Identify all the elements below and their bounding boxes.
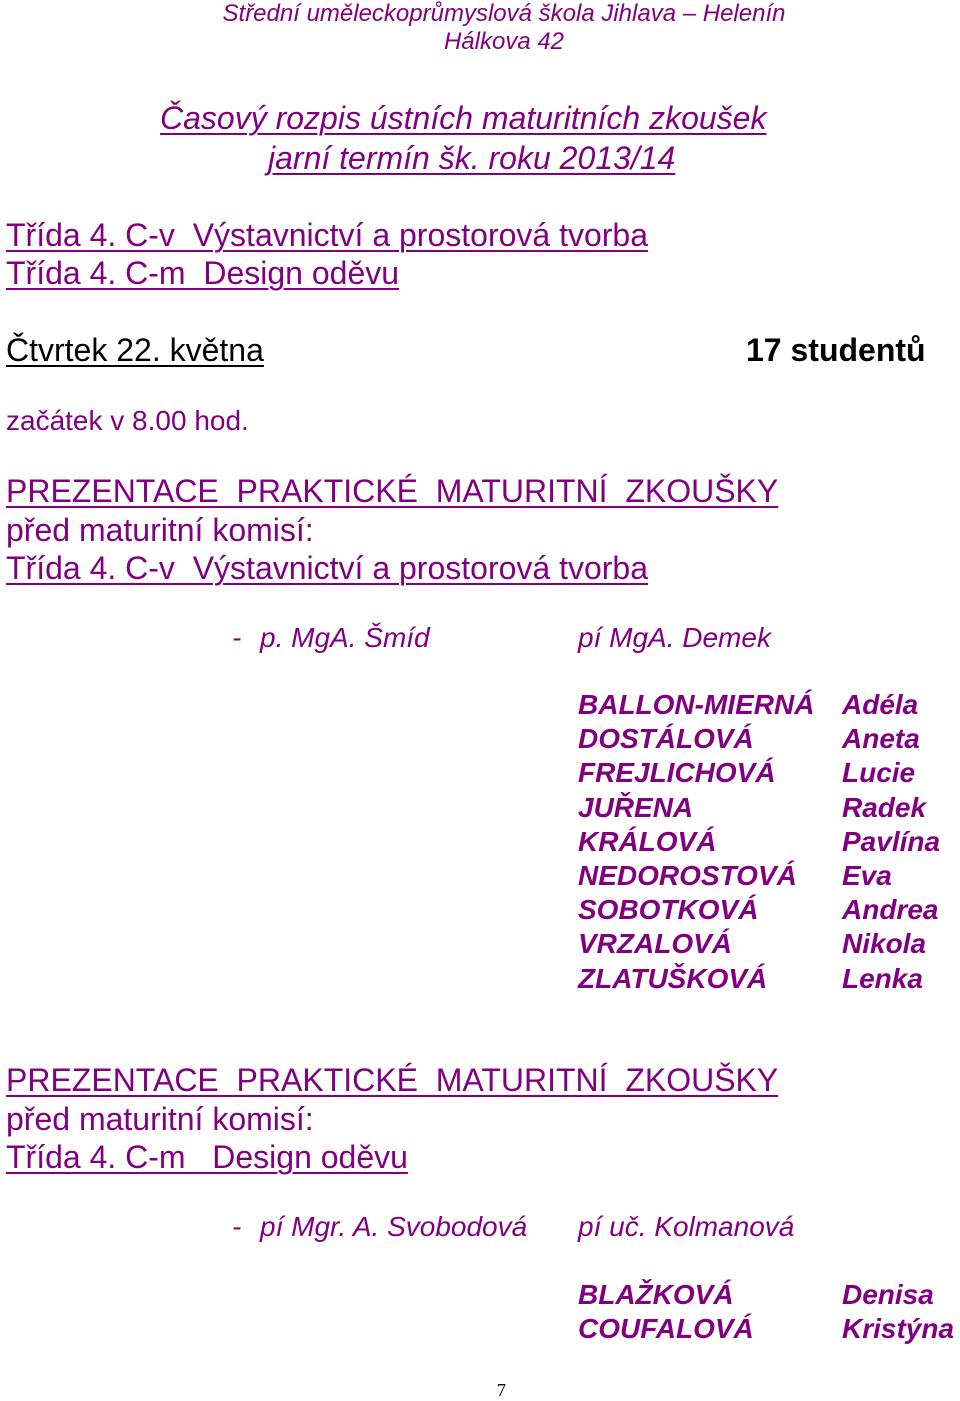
section2-heading: PREZENTACE PRAKTICKÉ MATURITNÍ ZKOUŠKY (6, 1062, 779, 1098)
section1-heading: PREZENTACE PRAKTICKÉ MATURITNÍ ZKOUŠKY (6, 473, 779, 509)
document-title: Časový rozpis ústních maturitních zkoušek (160, 100, 767, 136)
school-address: Hálkova 42 (443, 28, 565, 55)
section2-examiner-2: pí uč. Kolmanová (578, 1211, 795, 1242)
student-given-name: Kristýna (842, 1313, 955, 1345)
student-given-name: Pavlína (842, 825, 941, 857)
student-count: 17 studentů (746, 332, 926, 368)
student-given-name: Denisa (842, 1279, 934, 1310)
section2-dash: - (232, 1211, 242, 1242)
student-surname: BLAŽKOVÁ (578, 1279, 734, 1310)
student-given-name: Lucie (842, 757, 916, 789)
section1-class: Třída 4. C-v Výstavnictví a prostorová tvorba (6, 550, 649, 586)
section1-examiner-2: pí MgA. Demek (578, 622, 771, 653)
student-given-name: Lenka (842, 962, 923, 994)
section2-commission: před maturitní komisí: (6, 1101, 314, 1137)
student-surname: COUFALOVÁ (578, 1313, 754, 1345)
student-surname: DOSTÁLOVÁ (578, 723, 754, 755)
student-surname: BALLON-MIERNÁ (578, 689, 815, 720)
student-given-name: Adéla (842, 689, 919, 720)
section2-examiner-1: pí Mgr. A. Svobodová (260, 1211, 528, 1242)
student-surname: NEDOROSTOVÁ (578, 859, 797, 891)
student-given-name: Radek (842, 791, 927, 823)
student-given-name: Eva (842, 859, 892, 891)
student-surname: SOBOTKOVÁ (578, 894, 759, 926)
section1-dash: - (232, 622, 242, 653)
page-number: 7 (497, 1380, 506, 1400)
student-surname: KRÁLOVÁ (578, 825, 717, 857)
student-surname: ZLATUŠKOVÁ (578, 962, 768, 994)
student-surname: JUŘENA (578, 791, 694, 823)
student-surname: VRZALOVÁ (578, 928, 732, 960)
start-time: začátek v 8.00 hod. (6, 405, 249, 436)
student-surname: FREJLICHOVÁ (578, 757, 776, 789)
school-name: Střední uměleckoprůmyslová škola Jihlava – Helenín (222, 0, 786, 27)
student-given-name: Nikola (842, 928, 927, 960)
student-given-name: Andrea (842, 894, 939, 926)
exam-date: Čtvrtek 22. května (6, 332, 264, 368)
class-line-cv: Třída 4. C-v Výstavnictví a prostorová tvorba (6, 217, 649, 253)
section1-commission: před maturitní komisí: (6, 512, 314, 548)
document-subtitle: jarní termín šk. roku 2013/14 (268, 140, 676, 176)
student-given-name: Aneta (842, 723, 920, 755)
section1-examiner-1: p. MgA. Šmíd (260, 622, 430, 653)
class-line-cm: Třída 4. C-m Design oděvu (6, 255, 400, 291)
section2-class: Třída 4. C-m Design oděvu (6, 1139, 408, 1175)
